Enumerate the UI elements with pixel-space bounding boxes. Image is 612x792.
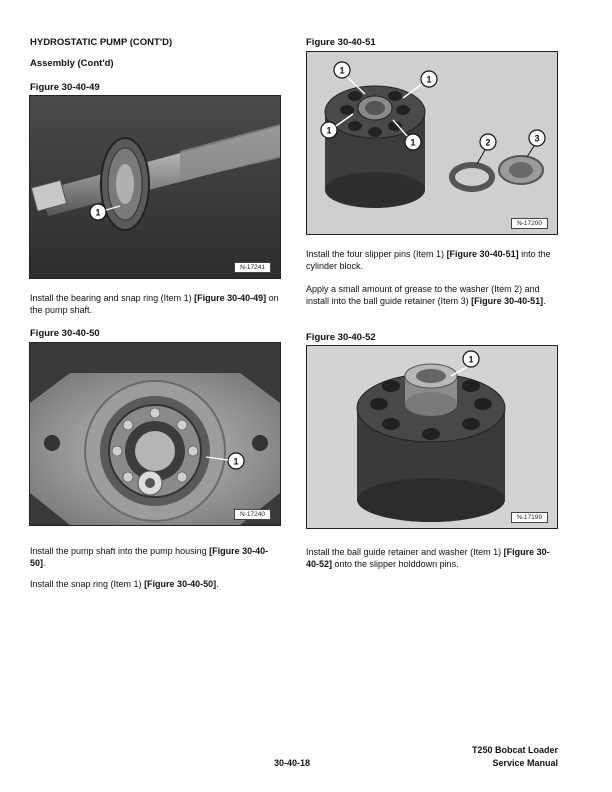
figure-49-ref: [Figure 30-40-49] [194, 293, 267, 303]
page-number: 30-40-18 [274, 758, 311, 768]
figure-51-callout-1a-label: 1 [339, 65, 345, 76]
figure-52-text-a: Install the ball guide retainer and washer (Item 1) [306, 547, 504, 557]
figure-52-instruction [306, 546, 558, 570]
figure-50-instruction-2 [30, 578, 280, 590]
figure-51-text1-a: Install the four slipper pins (Item 1) [306, 249, 447, 259]
figure-49-instruction [30, 292, 280, 316]
footer-manual: Service Manual [492, 758, 558, 768]
figure-50-code: N-17240 [234, 509, 271, 520]
figure-49-text-a: Install the bearing and snap ring (Item 1) [30, 293, 195, 303]
figure-49-photo [29, 95, 281, 279]
figure-51-text2-a: Apply a small amount of grease to the washer (Item 2) and install into the ball guide retainer (Item 3) [306, 284, 540, 306]
figure-52-callout-1-label: 1 [468, 354, 474, 365]
figure-49-text-b: on the pump shaft. [30, 293, 279, 315]
footer-product: T250 Bobcat Loader [471, 745, 558, 755]
figure-51-ref-1: [Figure 30-40-51] [446, 249, 519, 259]
figure-52-text-b: onto the slipper holddown pins. [332, 559, 459, 569]
figure-51-text1-b: into the cylinder block. [306, 249, 551, 271]
figure-50-text2-a: Install the snap ring (Item 1) [30, 579, 145, 589]
figure-52-photo [306, 345, 558, 529]
figure-51-callout-2-label: 2 [485, 137, 491, 148]
section-subtitle: Assembly (Cont'd) [30, 58, 114, 69]
figure-50-instruction-1 [30, 545, 280, 569]
figure-51-callout-3-label: 3 [534, 133, 540, 144]
figure-50-ref-2: [Figure 30-40-50] [144, 579, 217, 589]
section-title: HYDROSTATIC PUMP (CONT'D) [30, 37, 173, 48]
figure-52-ref: [Figure 30-40-52] [306, 547, 550, 569]
figure-50-photo [29, 342, 281, 526]
figure-49-callout-1-label: 1 [95, 207, 101, 218]
figure-52-code: N-17199 [511, 512, 548, 523]
figure-51-instruction-2 [306, 283, 558, 307]
figure-51-code: N-17200 [511, 218, 548, 229]
figure-51-caption: Figure 30-40-51 [306, 37, 376, 48]
figure-49-caption: Figure 30-40-49 [30, 82, 100, 93]
figure-51-photo [306, 51, 558, 235]
figure-51-callout-1d-label: 1 [410, 137, 416, 148]
figure-50-text1-b: . [43, 558, 46, 568]
figure-50-callout-1-label: 1 [233, 456, 239, 467]
figure-51-callout-1b-label: 1 [426, 74, 432, 85]
figure-50-ref-1: [Figure 30-40-50] [30, 546, 269, 568]
figure-51-ref-2: [Figure 30-40-51] [471, 296, 544, 306]
figure-52-caption: Figure 30-40-52 [306, 332, 376, 343]
figure-50-text1-a: Install the pump shaft into the pump housing [30, 546, 210, 556]
figure-49-code: N-17241 [234, 262, 271, 273]
figure-50-text2-b: . [216, 579, 219, 589]
figure-51-text2-b: . [543, 296, 546, 306]
figure-50-caption: Figure 30-40-50 [30, 328, 100, 339]
figure-51-instruction-1 [306, 248, 558, 272]
figure-51-callout-1c-label: 1 [326, 125, 332, 136]
